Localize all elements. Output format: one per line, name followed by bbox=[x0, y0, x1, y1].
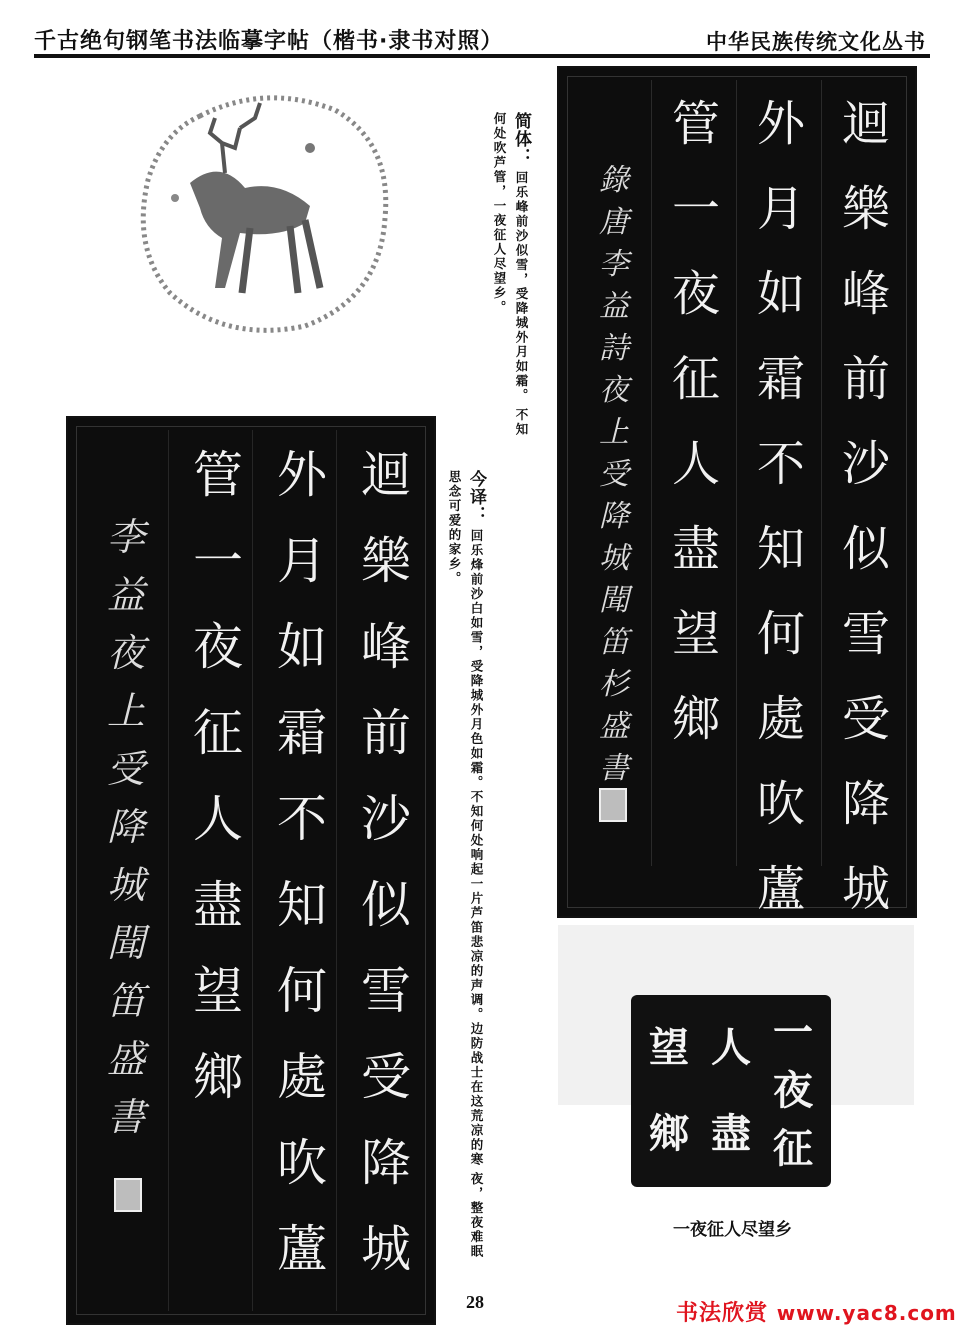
translation-note bbox=[445, 470, 489, 1270]
watermark-url: www.yac8.com bbox=[776, 1301, 957, 1325]
seal-column-2: 人 盡 bbox=[711, 1025, 751, 1157]
simplified-text-note bbox=[490, 112, 534, 442]
page-number: 28 bbox=[466, 1292, 484, 1312]
translation-line-1: 回乐烽前沙白如雪，受降城外月色如霜。不知何处响起一片芦笛悲凉的声调。边防战士在这荒凉的寒 bbox=[469, 529, 484, 1168]
lishu-signature: 李 益 夜 上 受 降 城 聞 笛 盛 書 bbox=[106, 515, 145, 1139]
kaishu-calligraphy-board bbox=[557, 66, 917, 918]
kaishu-column-3: 管 一 夜 征 人 盡 望 鄉 bbox=[671, 96, 720, 747]
kaishu-column-1: 迴 樂 峰 前 沙 似 雪 受 降 城 bbox=[841, 96, 890, 917]
seal-column-1: 一 夜 征 bbox=[773, 1010, 813, 1172]
translation-heading: 今译： bbox=[466, 470, 486, 524]
kaishu-signature: 錄 唐 李 益 詩 夜 上 受 降 城 聞 笛 杉 盛 書 bbox=[599, 163, 629, 786]
simplified-line-1: 回乐峰前沙似雪，受降城外月如霜。 bbox=[514, 171, 529, 404]
lishu-column-2: 外 月 如 霜 不 知 何 處 吹 蘆 bbox=[277, 446, 327, 1278]
seal-caption: 一夜征人尽望乡 bbox=[673, 1220, 792, 1240]
lishu-column-1: 迴 樂 峰 前 沙 似 雪 受 降 城 bbox=[361, 446, 411, 1278]
deer-rubbing-image bbox=[130, 88, 400, 338]
collection-title: 中华民族传统文化丛书 bbox=[706, 30, 926, 54]
header-divider bbox=[34, 54, 930, 58]
kaishu-column-2: 外 月 如 霜 不 知 何 處 吹 蘆 bbox=[756, 96, 805, 917]
seal-stamp bbox=[631, 995, 831, 1187]
lishu-calligraphy-board bbox=[66, 416, 436, 1325]
site-watermark bbox=[676, 1296, 957, 1327]
series-title: 千古绝句钢笔书法临摹字帖（楷书·隶书对照） bbox=[34, 29, 504, 54]
seal-column-3: 望 鄉 bbox=[649, 1025, 689, 1157]
lishu-column-3: 管 一 夜 征 人 盡 望 鄉 bbox=[193, 446, 243, 1106]
translation-line-2: 夜，整夜难眠思念可爱的家乡。 bbox=[447, 470, 484, 1260]
simplified-heading: 简体： bbox=[511, 112, 531, 166]
simplified-line-2: 不知何处吹芦管，一夜征人尽望乡。 bbox=[492, 112, 529, 438]
artist-seal-mark bbox=[599, 788, 627, 822]
watermark-site-name: 书法欣赏 bbox=[676, 1301, 769, 1326]
artist-seal-mark bbox=[114, 1178, 142, 1212]
